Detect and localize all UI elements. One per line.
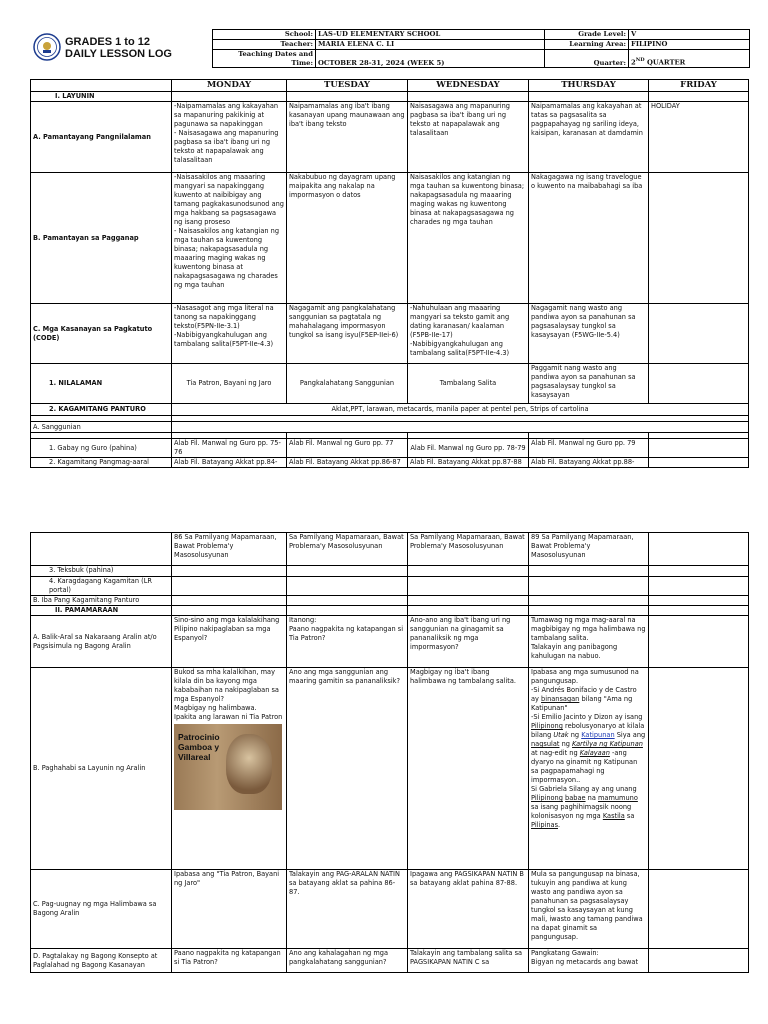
cell-p2d-tue: Ano ang kahalagahan ng mga pangkalahatang sanggunian?	[287, 949, 408, 973]
row-label-karagdagang-kagamitan: 4. Karagdagang Kagamitan (LR portal)	[31, 577, 172, 596]
cell-p2d-thu: Pangkatang Gawain: Bigyan ng metacards ang bawat	[529, 949, 649, 973]
cell-p2a-tue: Itanong: Paano nagpakita ng katapangan si Tia Patron?	[287, 616, 408, 668]
cell-kmag-fri	[649, 458, 749, 468]
cell-b-tue: Nakabubuo ng dayagram upang maipakita ang nakalap na impormasyon o datos	[287, 173, 408, 304]
cell-p2d-wed: Talakayin ang tambalang salita sa PAGSIKAPAN NATIN C sa	[408, 949, 529, 973]
cell-p2b-fri	[649, 668, 749, 870]
day-wednesday: WEDNESDAY	[408, 80, 529, 92]
deped-seal-logo	[33, 33, 61, 61]
day-friday: FRIDAY	[649, 80, 749, 92]
cell-p2a-wed: Ano-ano ang iba't ibang uri ng sanggunian na ginagamit sa pananaliksik ng mga impormasyon?	[408, 616, 529, 668]
cell-a-fri: HOLIDAY	[649, 102, 749, 173]
cell-cont-wed: Sa Pamilyang Mapamaraan, Bawat Problema'y Masosolusyunan	[408, 533, 529, 566]
cell-p2d-fri	[649, 949, 749, 973]
cell-a-tue: Naipamamalas ang iba't ibang kasanayan upang maunawaan ang iba't ibang teksto	[287, 102, 408, 173]
cell-p2a-fri	[649, 616, 749, 668]
quarter-label: Quarter:	[545, 50, 629, 68]
cell-p2c-tue: Talakayin ang PAG-ARALAN NATIN sa batayang aklat sa pahina 86-87.	[287, 870, 408, 949]
cell-p2a-thu: Tumawag ng mga mag-aaral na magbibigay ng mga halimbawa ng tambalang salita. Talakayin ang panibagong kahulugan na nabuo.	[529, 616, 649, 668]
cell-gabay-wed: Alab Fil. Manwal ng Guro pp. 78-79	[408, 439, 529, 458]
cell-p2c-mon: Ipabasa ang "Tia Patron, Bayani ng Jaro"	[172, 870, 287, 949]
cell-gabay-thu: Alab Fil. Manwal ng Guro pp. 79	[529, 439, 649, 458]
row-label-mga-kasanayan: C. Mga Kasanayan sa Pagkatuto (CODE)	[31, 304, 172, 364]
row-label-paghahabi: B. Paghahabi sa Layunin ng Aralin	[31, 668, 172, 870]
cell-cont-thu: 89 Sa Pamilyang Mapamaraan, Bawat Problema'y Masosolusyunan	[529, 533, 649, 566]
row-label-iba-pang-kagamitan: B. Iba Pang Kagamitang Panturo	[31, 596, 172, 606]
teacher-value: MARIA ELENA C. LI	[316, 40, 545, 50]
row-label-pamantayang-pangnilalaman: A. Pamantayang Pangnilalaman	[31, 102, 172, 173]
cell-gabay-tue: Alab Fil. Manwal ng Guro pp. 77	[287, 439, 408, 458]
teacher-label: Teacher:	[213, 40, 316, 50]
cell-kagamitang-panturo: Aklat,PPT, larawan, metacards, manila paper at pentel pen, Strips of cartolina	[172, 404, 749, 416]
row-label-balik-aral: A. Balik-Aral sa Nakaraang Aralin at/o Pagsisimula ng Bagong Aralin	[31, 616, 172, 668]
teaching-dates-label: Teaching Dates and Time:	[213, 50, 316, 68]
portrait-caption: Patrocinio Gamboa y Villareal	[178, 732, 220, 762]
grade-value: V	[629, 30, 750, 40]
cell-p2b-thu: Ipabasa ang mga sumusunod na pangungusap. -Si Andrés Bonifacio y de Castro ay binansagan bilang "Ama ng Katipunan" -Si Emilio Jacinto y Dizon ay isang Pilipinong rebolusyonaryo at kilala bilang Utak ng Katipunan Siya ang nagsulat ng Kartilya ng Katipunan at nag-edit ng Kalayaan -ang dyaryo na ginamit ng Katipunan sa pagpapamahagi ng impormasyon.. Si Gabriela Silang ay ang unang Pilipinong babae na mamumuno sa isang paghihimagsik noong kolonisasyon ng mga Kastila sa Pilipinas.	[529, 668, 649, 870]
teaching-dates-value: OCTOBER 28-31, 2024 (WEEK 5)	[316, 50, 545, 68]
row-label-kagamitang-panturo: 2. KAGAMITANG PANTURO	[31, 404, 172, 416]
cell-p2b-wed: Magbigay ng iba't ibang halimbawa ng tambalang salita.	[408, 668, 529, 870]
cell-p2b-mon	[172, 668, 287, 870]
section-pamamaraan: II. PAMAMARAAN	[31, 606, 172, 616]
corner-cell	[31, 80, 172, 92]
row-label-kagamitang-pangmag-aaral: 2. Kagamitang Pangmag-aaral	[31, 458, 172, 468]
cell-p2c-fri	[649, 870, 749, 949]
row-label-gabay-ng-guro: 1. Gabay ng Guro (pahina)	[31, 439, 172, 458]
cell-gabay-fri	[649, 439, 749, 458]
cell-p2c-wed: Ipagawa ang PAGSIKAPAN NATIN B sa batayang aklat pahina 87-88.	[408, 870, 529, 949]
cell-p2c-thu: Mula sa pangungusap na binasa, tukuyin ang pandiwa at kung wasto ang pandiwa ayon sa panahunan sa pagsasalaysay tungkol sa kasaysayan at kung mali, iwasto ang tamang pandiwa na dapat ginamit sa pangungusap.	[529, 870, 649, 949]
cell-kmag-thu: Alab Fil. Batayang Akkat pp.88-	[529, 458, 649, 468]
cell-a-thu: Naipamamalas ang kakayahan at tatas sa pagsasalita sa pagpapahayag ng sariling ideya, kaisipan, karanasan at damdamin	[529, 102, 649, 173]
cell-b-thu: Nakagagawa ng isang travelogue o kuwento na maibabahagi sa iba	[529, 173, 649, 304]
cell-nil-mon: Tia Patron, Bayani ng Jaro	[172, 364, 287, 404]
section-layunin: I. LAYUNIN	[31, 92, 172, 102]
p2b-mon-text: Bukod sa mha kalalkihan, may kilala din ba kayong mga kababaihan na nakipaglaban sa mga Espanyol? Magbigay ng halimbawa. Ipakita ang larawan ni Tia Patron	[174, 668, 283, 721]
cell-kmag-mon: Alab Fil. Batayang Akkat pp.84-	[172, 458, 287, 468]
cell-cont-tue: Sa Pamilyang Mapamaraan, Bawat Problema'y Masosolusyunan	[287, 533, 408, 566]
document-title	[65, 36, 172, 60]
row-label-teksbuk: 3. Teksbuk (pahina)	[31, 566, 172, 577]
cell-c-wed: -Nahuhulaan ang maaaring mangyari sa teksto gamit ang dating karanasan/ kaalaman (F5PB-IIe-17) -Nabibigyangkahulugan ang tambalang salita(F5PT-IIe-4.3)	[408, 304, 529, 364]
quarter-value: 2ND QUARTER	[629, 50, 750, 68]
header-info-table	[212, 29, 750, 68]
cell-nil-thu: Paggamit nang wasto ang pandiwa ayon sa panahunan sa pagsasalaysay tungkol sa kasaysayan	[529, 364, 649, 404]
cell-p2d-mon: Paano nagpakita ng katapangan si Tia Patron?	[172, 949, 287, 973]
cell-c-thu: Nagagamit nang wasto ang pandiwa ayon sa panahunan sa pagsasalaysay tungkol sa kasaysayan (F5WG-IIe-5.4)	[529, 304, 649, 364]
school-value: LAS-UD ELEMENTARY SCHOOL	[316, 30, 545, 40]
tia-patron-portrait-image	[174, 724, 282, 810]
row-label-pamantayan-sa-pagganap: B. Pamantayan sa Pagganap	[31, 173, 172, 304]
cell-kmag-tue: Alab Fil. Batayang Akkat pp.86-87	[287, 458, 408, 468]
title-line-1: GRADES 1 to 12	[65, 36, 150, 48]
cell-cont-fri	[649, 533, 749, 566]
cell-b-wed: Naisasakilos ang katangian ng mga tauhan sa kuwentong binasa; nakapagsasadula ng maaaring maging wakas ng kuwentong binasa at nakapagsasagawa ng charades ng mga tauhan	[408, 173, 529, 304]
grade-label: Grade Level:	[545, 30, 629, 40]
lesson-table-page2	[30, 532, 749, 973]
title-line-2: DAILY LESSON LOG	[65, 48, 172, 60]
row-label-pag-uugnay: C. Pag-uugnay ng mga Halimbawa sa Bagong Aralin	[31, 870, 172, 949]
day-tuesday: TUESDAY	[287, 80, 408, 92]
cell-nil-tue: Pangkalahatang Sanggunian	[287, 364, 408, 404]
cell-b-fri	[649, 173, 749, 304]
cell-gabay-mon: Alab Fil. Manwal ng Guro pp. 75-76	[172, 439, 287, 458]
learning-area-value: FILIPINO	[629, 40, 750, 50]
row-label-pagtalakay: D. Pagtalakay ng Bagong Konsepto at Paglalahad ng Bagong Kasanayan	[31, 949, 172, 973]
cell-cont-mon: 86 Sa Pamilyang Mapamaraan, Bawat Problema'y Masosolusyunan	[172, 533, 287, 566]
portrait-face	[226, 734, 272, 794]
cell-a-mon: -Naipamamalas ang kakayahan sa mapanuring pakikinig at pagunawa sa napakinggan - Naisasagawa ang mapanuring pagbasa sa iba't ibang uri ng teksto at napapalawak ang talasalitaan	[172, 102, 287, 173]
cell-a-wed: Naisasagawa ang mapanuring pagbasa sa iba't ibang uri ng teksto at napapalawak ang talasalitaan	[408, 102, 529, 173]
school-label: School:	[213, 30, 316, 40]
cell-c-mon: -Nasasagot ang mga literal na tanong sa napakinggang teksto(F5PN-IIe-3.1) -Nabibigyangkahulugan ang tambalang salita(F5PT-IIe-4.3)	[172, 304, 287, 364]
learning-area-label: Learning Area:	[545, 40, 629, 50]
day-monday: MONDAY	[172, 80, 287, 92]
cell-b-mon: -Naisasakilos ang maaaring mangyari sa napakinggang kuwento at naibibigay ang tamang pagkakasunodsunod ang mga hakbang sa pagsasagawa ng isang proseso - Naisasakilos ang katangian ng mga tauhan sa kuwentong binasa; nakapagsasadula ng maaaring maging wakas ng kuwentong binasa at nakapagsasagawa ng charades ng mga tauhan	[172, 173, 287, 304]
cell-p2a-mon: Sino-sino ang mga kalalakihang Pilipino nakipaglaban sa mga Espanyol?	[172, 616, 287, 668]
cell-nil-wed: Tambalang Salita	[408, 364, 529, 404]
row-label-nilalaman: 1. NILALAMAN	[31, 364, 172, 404]
cell-kmag-wed: Alab Fil. Batayang Akkat pp.87-88	[408, 458, 529, 468]
cell-c-tue: Nagagamit ang pangkalahatang sanggunian sa pagtatala ng mahahalagang impormasyon tungkol sa isang isyu(F5EP-IIei-6)	[287, 304, 408, 364]
row-label-sanggunian: A. Sanggunian	[31, 422, 172, 433]
katipunan-link[interactable]: Katipunan	[581, 731, 615, 739]
cell-c-fri	[649, 304, 749, 364]
cell-p2b-tue: Ano ang mga sanggunian ang maaring gamitin sa pananaliksik?	[287, 668, 408, 870]
cell-nil-fri	[649, 364, 749, 404]
lesson-table-page1	[30, 79, 749, 468]
day-thursday: THURSDAY	[529, 80, 649, 92]
